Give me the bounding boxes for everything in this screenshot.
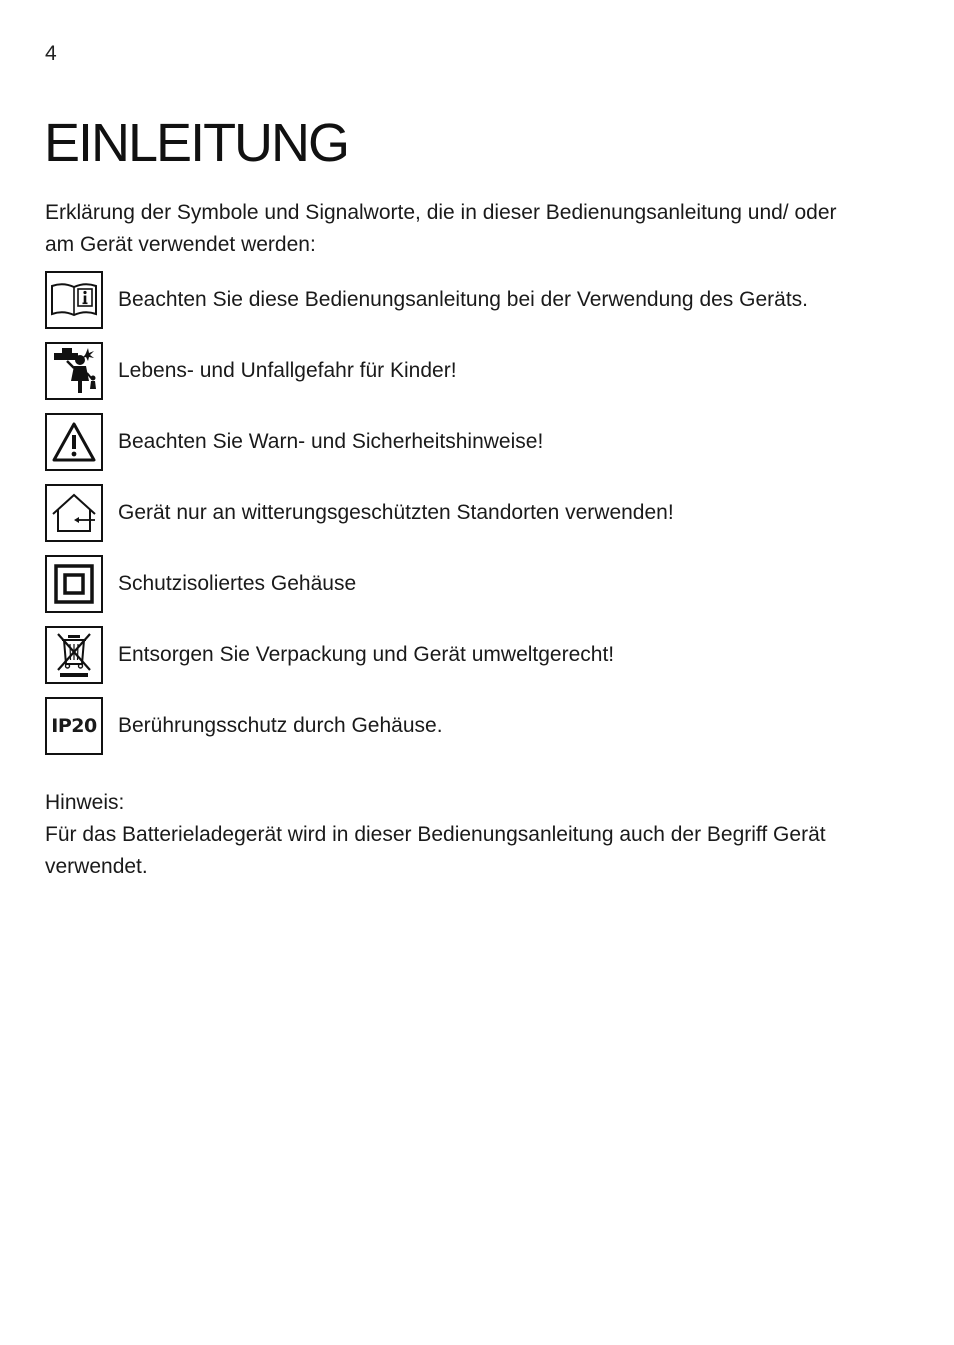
symbol-row-child xyxy=(45,340,905,402)
symbol-text: Beachten Sie Warn- und Sicherheitshinweise! xyxy=(118,430,544,453)
crossed-bin-icon xyxy=(45,626,103,684)
symbol-list xyxy=(45,269,905,766)
symbol-row-ip20 xyxy=(45,695,905,757)
intro-text: Erklärung der Symbole und Signalworte, die in dieser Bedienungsanleitung und/ oder am Gerät verwendet werden: xyxy=(45,201,837,256)
symbol-text: Gerät nur an witterungsgeschützten Standorten verwenden! xyxy=(118,501,674,524)
symbol-text: Beachten Sie diese Bedienungsanleitung bei der Verwendung des Geräts. xyxy=(118,288,808,311)
ip20-label: IP20 xyxy=(51,715,97,737)
manual-info-icon xyxy=(45,271,103,329)
symbol-row-warning xyxy=(45,411,905,473)
note-text: Für das Batterieladegerät wird in dieser Bedienungsanleitung auch der Begriff Gerät verwendet. xyxy=(45,823,826,878)
child-danger-icon xyxy=(45,342,103,400)
protection-class-icon xyxy=(45,555,103,613)
warning-triangle-icon xyxy=(45,413,103,471)
symbol-text: Schutzisoliertes Gehäuse xyxy=(118,572,357,595)
symbol-row-disposal xyxy=(45,624,905,686)
symbol-text: Berührungsschutz durch Gehäuse. xyxy=(118,714,443,737)
symbol-text: Entsorgen Sie Verpackung und Gerät umweltgerecht! xyxy=(118,643,615,666)
symbol-text: Lebens- und Unfallgefahr für Kinder! xyxy=(118,359,457,382)
symbol-row-indoor xyxy=(45,482,905,544)
symbol-row-protection xyxy=(45,553,905,615)
note-section xyxy=(45,787,865,883)
note-heading: Hinweis: xyxy=(45,791,125,814)
ip20-icon xyxy=(45,697,103,755)
indoor-house-icon xyxy=(45,484,103,542)
page-title: EINLEITUNG xyxy=(44,113,349,173)
symbol-row-manual xyxy=(45,269,905,331)
page-number: 4 xyxy=(45,42,57,65)
